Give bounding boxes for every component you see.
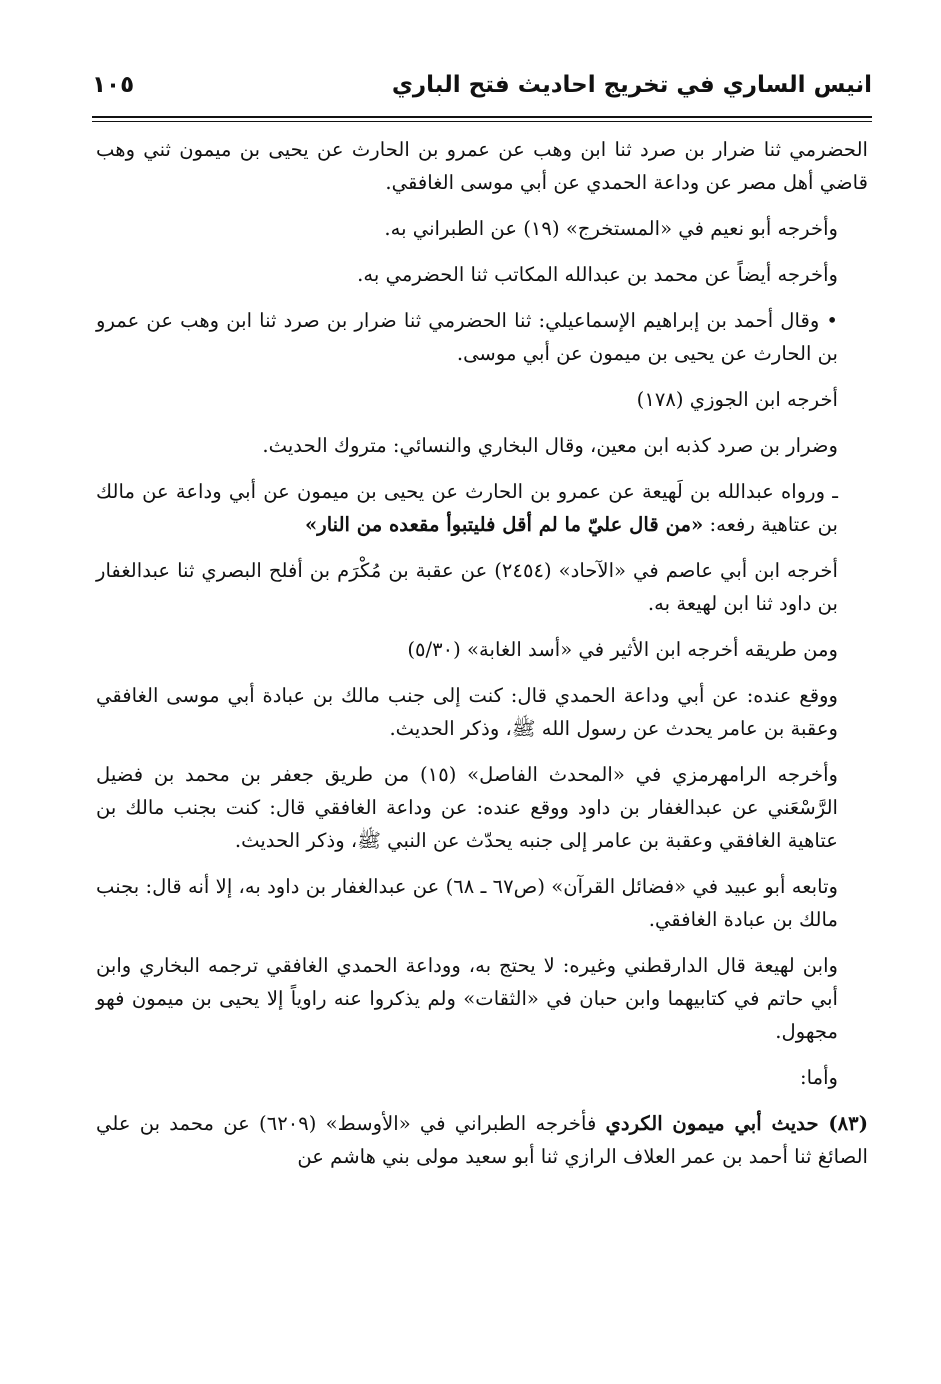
hadith-quote: «من قال عليّ ما لم أقل فليتبوأ مقعده من النار» (304, 513, 704, 536)
paragraph-9 (96, 633, 868, 666)
paragraph-text: ـ ورواه عبدالله بن لَهيعة عن عمرو بن الحارث عن يحيى بن ميمون عن أبي وداعة عن مالك بن عتاهية رفعه: (96, 480, 838, 536)
paragraph-6 (96, 429, 868, 462)
paragraph-text: أخرجه ابن الجوزي (١٧٨) (636, 388, 838, 411)
paragraph-text: وأما: (800, 1066, 838, 1089)
paragraph-10 (96, 679, 868, 745)
paragraph-text: فأخرجه الطبراني في «الأوسط» (٦٢٠٩) عن محمد بن علي الصائغ ثنا أحمد بن عمر العلاف الرازي ثنا أبو سعيد مولى بني هاشم عن (96, 1112, 868, 1168)
page-number: ١٠٥ (92, 72, 135, 98)
hadith-heading: (٨٣) حديث أبي ميمون الكردي (605, 1112, 868, 1135)
paragraph-text: وأخرجه أيضاً عن محمد بن عبدالله المكاتب ثنا الحضرمي به. (357, 263, 838, 286)
paragraph-text: وضرار بن صرد كذبه ابن معين، وقال البخاري والنسائي: متروك الحديث. (262, 434, 838, 457)
paragraph-1 (96, 133, 868, 199)
paragraph-13 (96, 949, 868, 1048)
paragraph-15 (96, 1107, 868, 1173)
paragraph-7 (96, 475, 868, 541)
paragraph-text: ومن طريقه أخرجه ابن الأثير في «أسد الغابة» (٥/٣٠) (407, 638, 838, 661)
page-header (92, 70, 872, 116)
page-body (96, 133, 868, 1186)
header-rule-thin (92, 121, 872, 122)
paragraph-2 (96, 212, 868, 245)
paragraph-11 (96, 758, 868, 857)
paragraph-text: وأخرجه الرامهرمزي في «المحدث الفاصل» (١٥) من طريق جعفر بن محمد بن فضيل الرَّسْعَني عن عبدالغفار بن داود ووقع عنده: عن وداعة الغافقي قال: كنت بجنب مالك بن عتاهية الغافقي وعقبة بن عامر إلى جنبه يحدّث عن النبي ﷺ، وذكر الحديث. (96, 763, 838, 852)
header-rule-thick (92, 116, 872, 118)
paragraph-text: ووقع عنده: عن أبي وداعة الحمدي قال: كنت إلى جنب مالك بن عبادة أبي موسى الغافقي وعقبة بن عامر يحدث عن رسول الله ﷺ، وذكر الحديث. (96, 684, 838, 740)
paragraph-text: وتابعه أبو عبيد في «فضائل القرآن» (ص٦٧ ـ ٦٨) عن عبدالغفار بن داود به، إلا أنه قال: بجنب مالك بن عبادة الغافقي. (96, 875, 839, 931)
paragraph-text: وأخرجه أبو نعيم في «المستخرج» (١٩) عن الطبراني به. (384, 217, 838, 240)
paragraph-8 (96, 554, 868, 620)
paragraph-5 (96, 383, 868, 416)
paragraph-12 (96, 870, 868, 936)
paragraph-14 (96, 1061, 868, 1094)
paragraph-text: الحضرمي ثنا ضرار بن صرد ثنا ابن وهب عن عمرو بن الحارث عن يحيى بن ميمون ثني وهب قاضي أهل مصر عن وداعة الحمدي عن أبي موسى الغافقي. (96, 138, 868, 194)
paragraph-3 (96, 258, 868, 291)
paragraph-4 (96, 304, 868, 370)
paragraph-text: وابن لهيعة قال الدارقطني وغيره: لا يحتج به، ووداعة الحمدي الغافقي ترجمه البخاري وابن أبي حاتم في كتابيهما وابن حبان في «الثقات» ولم يذكروا عنه راوياً إلا يحيى بن ميمون فهو مجهول. (96, 954, 838, 1043)
paragraph-text: • وقال أحمد بن إبراهيم الإسماعيلي: ثنا الحضرمي ثنا ضرار بن صرد ثنا ابن وهب عن عمرو بن الحارث عن يحيى بن ميمون عن أبي موسى. (96, 309, 838, 365)
running-title: انيس الساري في تخريج احاديث فتح الباري (391, 72, 872, 98)
paragraph-text: أخرجه ابن أبي عاصم في «الآحاد» (٢٤٥٤) عن عقبة بن مُكْرَم بن أفلح البصري ثنا عبدالغفار بن داود ثنا ابن لهيعة به. (96, 559, 838, 615)
